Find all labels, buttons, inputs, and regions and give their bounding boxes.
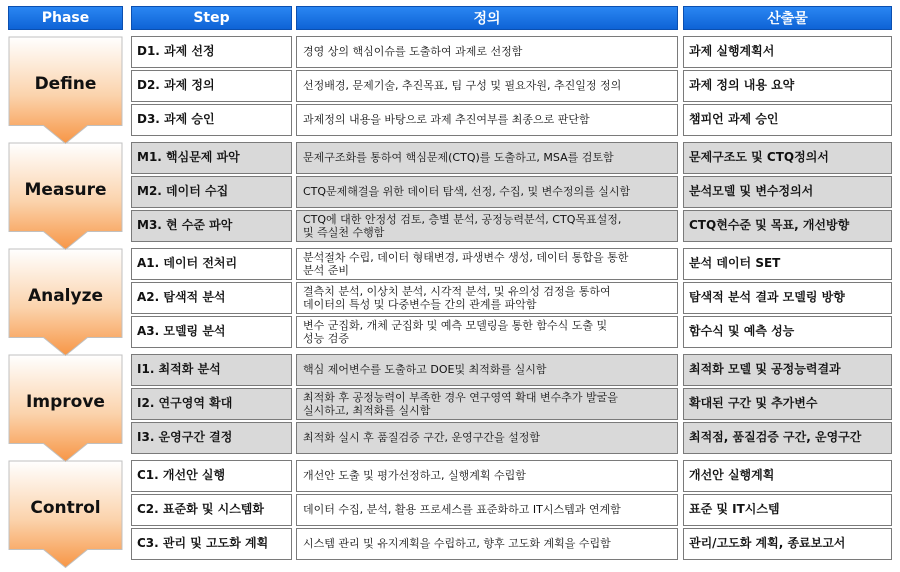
definition-text [303,113,590,126]
output-cell: 과제 실행계획서 [683,36,892,68]
definition-line: 데이터 수집, 분석, 활용 프로세스를 표준화하고 IT시스템과 연계함 [303,503,621,517]
definition-text [303,363,546,376]
definition-line: 과제정의 내용을 바탕으로 과제 추진여부를 최종으로 판단함 [303,113,590,127]
phase-label: Define [34,73,97,94]
definition-line: 변수 군집화, 개체 군집화 및 예측 모델링을 통한 함수식 도출 및 [303,318,608,332]
definition-line: 선정배경, 문제기술, 추진목표, 팀 구성 및 필요자원, 추진일정 정의 [303,79,622,93]
definition-text [303,213,621,239]
definition-text [303,79,621,92]
header-definition: 정의 [296,6,678,30]
step-cell: D1. 과제 선정 [131,36,292,68]
definition-cell [296,210,678,242]
header-step: Step [131,6,292,30]
step-cell: C1. 개선안 실행 [131,460,292,492]
definition-line: 실시하고, 최적화를 실시함 [303,403,431,417]
step-cell: A2. 탐색적 분석 [131,282,292,314]
definition-text [303,469,526,482]
definition-cell [296,282,678,314]
definition-line: 시스템 관리 및 유지계획을 수립하고, 향후 고도화 계획을 수립함 [303,537,611,551]
step-cell: I2. 연구영역 확대 [131,388,292,420]
definition-line: 분석 준비 [303,263,350,277]
step-cell: M2. 데이터 수집 [131,176,292,208]
definition-text [303,431,540,444]
definition-text [303,151,614,164]
step-cell: M3. 현 수준 파악 [131,210,292,242]
definition-cell [296,248,678,280]
output-cell: 최적점, 품질검증 구간, 운영구간 [683,422,892,454]
phase-control [8,460,123,570]
definition-text [303,285,611,311]
step-cell: C2. 표준화 및 시스템화 [131,494,292,526]
definition-line: 최적화 실시 후 품질검증 구간, 운영구간을 설정함 [303,431,540,445]
definition-text [303,251,628,277]
output-cell: 분석 데이터 SET [683,248,892,280]
definition-text [303,391,618,417]
definition-cell [296,70,678,102]
definition-line: 성능 검증 [303,331,350,345]
phase-improve [8,354,123,464]
step-cell: C3. 관리 및 고도화 계획 [131,528,292,560]
phase-label: Measure [24,179,107,200]
definition-cell [296,176,678,208]
definition-text [303,45,522,58]
output-cell: 개선안 실행계획 [683,460,892,492]
phase-label: Control [30,497,101,518]
definition-line: 경영 상의 핵심이슈를 도출하여 과제로 선정함 [303,45,523,59]
definition-text [303,503,621,516]
header-output: 산출물 [683,6,892,30]
output-cell: 표준 및 IT시스템 [683,494,892,526]
output-cell: 분석모델 및 변수정의서 [683,176,892,208]
definition-cell [296,494,678,526]
definition-text [303,185,630,198]
definition-text [303,537,611,550]
definition-line: 분석절차 수립, 데이터 형태변경, 파생변수 생성, 데이터 통합을 통한 [303,250,629,264]
output-cell: 확대된 구간 및 추가변수 [683,388,892,420]
step-cell: A1. 데이터 전처리 [131,248,292,280]
output-cell: 문제구조도 및 CTQ정의서 [683,142,892,174]
output-cell: 탐색적 분석 결과 모델링 방향 [683,282,892,314]
output-cell: 함수식 및 예측 성능 [683,316,892,348]
definition-line: 데이터의 특성 및 다중변수들 간의 관계를 파악함 [303,297,537,311]
step-cell: I3. 운영구간 결정 [131,422,292,454]
definition-line: 결측치 분석, 이상치 분석, 시각적 분석, 및 유의성 검정을 통하여 [303,284,611,298]
step-cell: D3. 과제 승인 [131,104,292,136]
definition-line: 개선안 도출 및 평가선정하고, 실행계획 수립함 [303,469,526,483]
phase-define [8,36,123,146]
definition-line: 최적화 후 공정능력이 부족한 경우 연구영역 확대 변수추가 발굴을 [303,390,618,404]
definition-line: CTQ문제해결을 위한 데이터 탐색, 선정, 수집, 및 변수정의를 실시함 [303,185,631,199]
output-cell: 관리/고도화 계획, 종료보고서 [683,528,892,560]
definition-line: 및 즉실천 수행함 [303,225,385,239]
definition-cell [296,460,678,492]
phase-label: Improve [26,391,105,412]
definition-line: 문제구조화를 통하여 핵심문제(CTQ)를 도출하고, MSA를 검토함 [303,151,614,165]
phase-analyze [8,248,123,358]
definition-cell [296,388,678,420]
output-cell: 최적화 모델 및 공정능력결과 [683,354,892,386]
step-cell: D2. 과제 정의 [131,70,292,102]
definition-cell [296,36,678,68]
definition-text [303,319,607,345]
definition-cell [296,354,678,386]
output-cell: CTQ현수준 및 목표, 개선방향 [683,210,892,242]
step-cell: A3. 모델링 분석 [131,316,292,348]
definition-cell [296,104,678,136]
output-cell: 챔피언 과제 승인 [683,104,892,136]
phase-label: Analyze [27,285,104,306]
step-cell: I1. 최적화 분석 [131,354,292,386]
definition-cell [296,316,678,348]
header-phase: Phase [8,6,123,30]
definition-cell [296,142,678,174]
definition-cell [296,422,678,454]
output-cell: 과제 정의 내용 요약 [683,70,892,102]
step-cell: M1. 핵심문제 파악 [131,142,292,174]
definition-line: CTQ에 대한 안정성 검토, 층별 분석, 공정능력분석, CTQ목표설정, [303,212,622,226]
definition-line: 핵심 제어변수를 도출하고 DOE및 최적화를 실시함 [303,363,547,377]
definition-cell [296,528,678,560]
phase-measure [8,142,123,252]
